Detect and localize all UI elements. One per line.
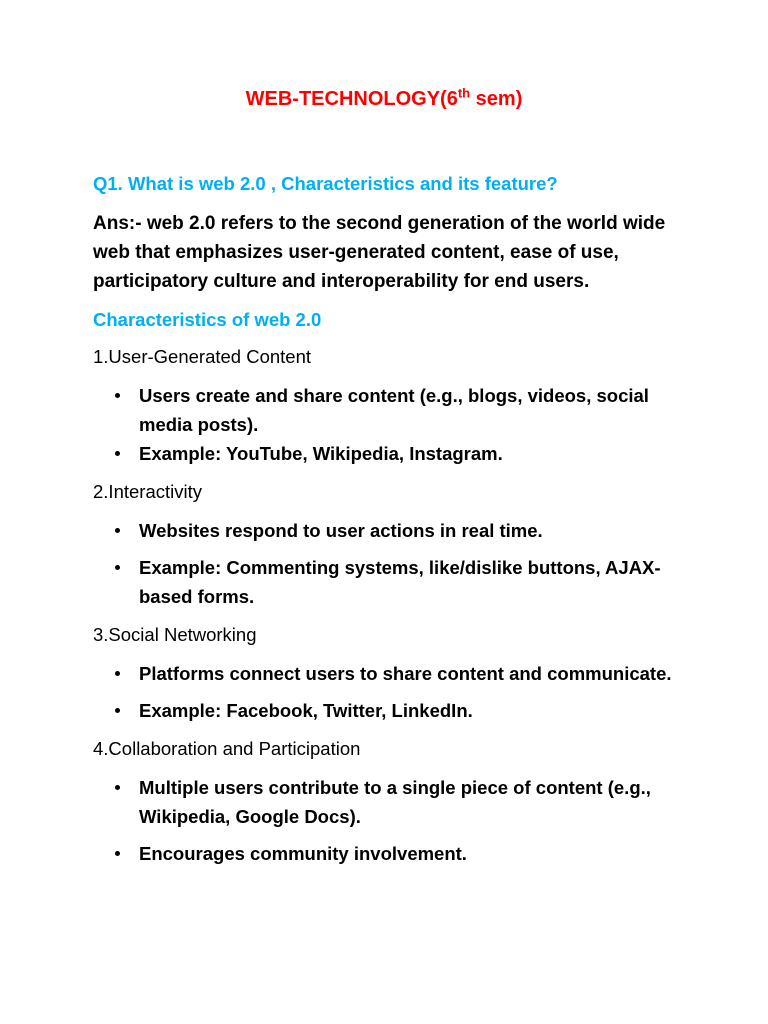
bullet-icon bbox=[115, 451, 120, 456]
bullet-icon bbox=[115, 785, 120, 790]
section-interactivity bbox=[93, 478, 693, 611]
list-item bbox=[93, 659, 693, 688]
list-item bbox=[93, 553, 693, 611]
section-social-networking bbox=[93, 621, 693, 725]
section-title: 2.Interactivity bbox=[93, 481, 202, 502]
section-title: 3.Social Networking bbox=[93, 624, 257, 645]
list-item-text: Encourages community involvement. bbox=[139, 843, 467, 864]
bullet-icon bbox=[115, 528, 120, 533]
answer-paragraph: Ans:- web 2.0 refers to the second generation of the world wide web that emphasizes user-generated content, ease of use, participatory culture and interoperability for end users. bbox=[93, 213, 666, 292]
list-item bbox=[93, 839, 693, 868]
list-item bbox=[93, 439, 693, 468]
title-superscript: th bbox=[457, 85, 471, 101]
list-item-text: Example: Commenting systems, like/dislike buttons, AJAX-based forms. bbox=[139, 557, 661, 607]
list-item-text: Example: Facebook, Twitter, LinkedIn. bbox=[139, 700, 473, 721]
list-item bbox=[93, 696, 693, 725]
document-body bbox=[93, 170, 693, 878]
bullet-icon bbox=[115, 393, 120, 398]
section-title: 1.User-Generated Content bbox=[93, 346, 312, 367]
bullet-icon bbox=[115, 851, 120, 856]
bullet-list bbox=[93, 381, 693, 468]
list-item-text: Websites respond to user actions in real time. bbox=[139, 520, 543, 541]
bullet-icon bbox=[115, 708, 120, 713]
bullet-list bbox=[93, 516, 693, 611]
bullet-icon bbox=[115, 565, 120, 570]
section-user-generated-content bbox=[93, 343, 693, 468]
document-title bbox=[0, 85, 768, 111]
bullet-list bbox=[93, 659, 693, 725]
bullet-list bbox=[93, 773, 693, 868]
list-item bbox=[93, 381, 693, 439]
title-tail: sem) bbox=[470, 88, 523, 110]
section-collaboration-participation bbox=[93, 735, 693, 868]
list-item-text: Example: YouTube, Wikipedia, Instagram. bbox=[139, 443, 503, 464]
list-item bbox=[93, 516, 693, 545]
question-heading: Q1. What is web 2.0 , Characteristics and its feature? bbox=[93, 173, 558, 194]
list-item-text: Users create and share content (e.g., blogs, videos, social media posts). bbox=[139, 385, 649, 435]
list-item bbox=[93, 773, 693, 831]
bullet-icon bbox=[115, 671, 120, 676]
list-item-text: Multiple users contribute to a single piece of content (e.g., Wikipedia, Google Docs). bbox=[139, 777, 651, 827]
title-main: WEB-TECHNOLOGY(6 bbox=[245, 88, 458, 110]
section-title: 4.Collaboration and Participation bbox=[93, 738, 361, 759]
characteristics-heading: Characteristics of web 2.0 bbox=[93, 309, 322, 330]
list-item-text: Platforms connect users to share content and communicate. bbox=[139, 663, 672, 684]
